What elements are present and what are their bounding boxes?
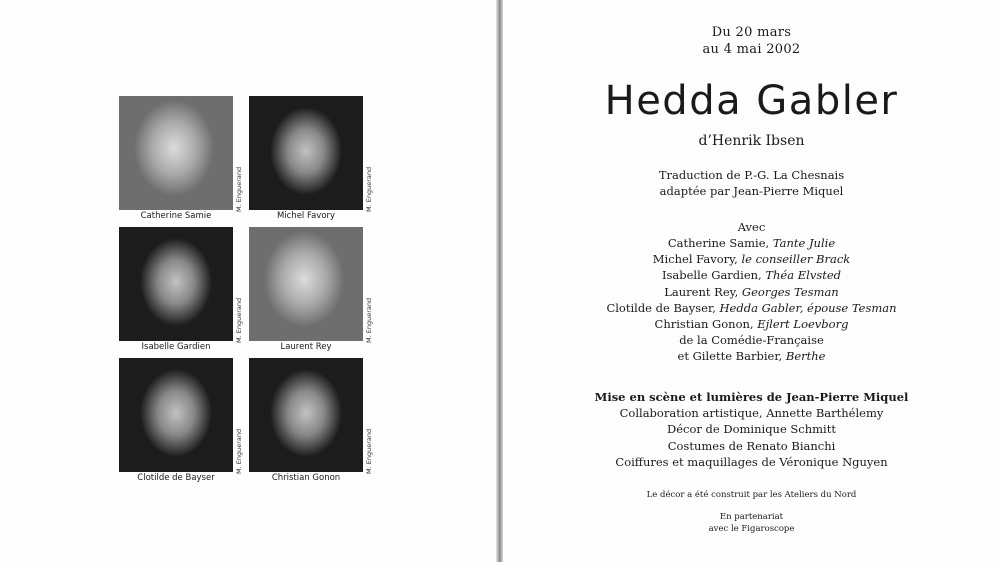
partner-line: avec le Figaroscope: [708, 524, 795, 534]
portrait-image: [249, 96, 363, 210]
credit-line: Coiffures et maquillages de Véronique Nguyen: [615, 454, 888, 469]
credit-line: Décor de Dominique Schmitt: [667, 422, 836, 437]
company-name: de la Comédie-Française: [679, 333, 824, 348]
dates-line: Du 20 mars: [711, 25, 792, 40]
photo-credit: M. Enguerand: [365, 428, 373, 474]
partner-note: [503, 511, 1000, 535]
cast-photo-card: [249, 227, 379, 357]
cast-name-caption: Clotilde de Bayser: [137, 473, 215, 483]
role-name: Théa Elvsted: [765, 268, 842, 283]
role-name: Georges Tesman: [741, 284, 839, 299]
cast-photo-card: [119, 227, 249, 357]
director-credit: Mise en scène et lumières de Jean-Pierre Miquel: [594, 390, 909, 404]
portrait-photo: [119, 358, 233, 472]
portrait-image: [119, 358, 233, 472]
partner-line: En partenariat: [719, 512, 784, 522]
decor-note: Le décor a été construit par les Ateliers du Nord: [646, 490, 857, 500]
portrait-photo: [249, 227, 363, 341]
cast-heading: Avec: [737, 220, 766, 234]
portrait-image: [249, 358, 363, 472]
translation-line: Traduction de P.-G. La Chesnais: [658, 168, 845, 182]
cast-list-item: [503, 332, 1000, 348]
cast-photo-card: [119, 358, 249, 488]
cast-list-item: [503, 284, 1000, 300]
translation-credits: [503, 167, 1000, 199]
portrait-photo: [249, 96, 363, 210]
book-gutter: [496, 0, 503, 562]
dates-line: au 4 mai 2002: [702, 42, 801, 57]
role-name: Berthe: [785, 349, 826, 364]
translation-line: adaptée par Jean-Pierre Miquel: [659, 184, 844, 198]
cast-list-item: [503, 348, 1000, 364]
photo-credit: M. Enguerand: [365, 166, 373, 212]
portrait-image: [249, 227, 363, 341]
portrait-image: [119, 227, 233, 341]
cast-name-caption: Michel Favory: [276, 211, 336, 221]
cast-name-caption: Christian Gonon: [271, 473, 341, 483]
performance-dates: [503, 24, 1000, 58]
cast-list-item: [503, 267, 1000, 283]
actor-name: Christian Gonon,: [654, 317, 758, 332]
cast-name-caption: Isabelle Gardien: [141, 342, 211, 352]
portrait-photo: [119, 96, 233, 210]
cast-list-item: [503, 235, 1000, 251]
production-credits: [503, 389, 1000, 470]
actor-name: Clotilde de Bayser,: [606, 300, 720, 315]
actor-name: et Gilette Barbier,: [677, 349, 786, 364]
portrait-photo: [119, 227, 233, 341]
cast-photo-card: [249, 96, 379, 226]
portrait-image: [119, 96, 233, 210]
credit-line: Collaboration artistique, Annette Barthélemy: [619, 406, 884, 421]
actor-name: Laurent Rey,: [664, 284, 742, 299]
cast-photo-card: [119, 96, 249, 226]
credit-line: Costumes de Renato Bianchi: [667, 438, 836, 453]
cast-name-caption: Laurent Rey: [280, 342, 332, 352]
role-name: le conseiller Brack: [741, 252, 851, 267]
cast-list-item: [503, 251, 1000, 267]
portrait-photo: [249, 358, 363, 472]
play-title: Hedda Gabler: [604, 78, 899, 124]
photo-credit: M. Enguerand: [235, 297, 243, 343]
actor-name: Michel Favory,: [652, 252, 742, 267]
cast-name-caption: Catherine Samie: [140, 211, 212, 221]
role-name: Hedda Gabler, épouse Tesman: [719, 300, 897, 315]
actor-name: Catherine Samie,: [667, 236, 773, 250]
actor-name: Isabelle Gardien,: [661, 268, 766, 283]
photo-credit: M. Enguerand: [365, 297, 373, 343]
photo-credit: M. Enguerand: [235, 166, 243, 212]
play-author: d’Henrik Ibsen: [698, 133, 805, 149]
role-name: Tante Julie: [772, 236, 836, 250]
cast-photo-card: [249, 358, 379, 488]
cast-list-item: [503, 316, 1000, 332]
cast-list-item: [503, 300, 1000, 316]
role-name: Ejlert Loevborg: [757, 317, 849, 332]
photo-credit: M. Enguerand: [235, 428, 243, 474]
cast-photo-grid: [119, 96, 379, 496]
cast-list: [503, 235, 1000, 365]
